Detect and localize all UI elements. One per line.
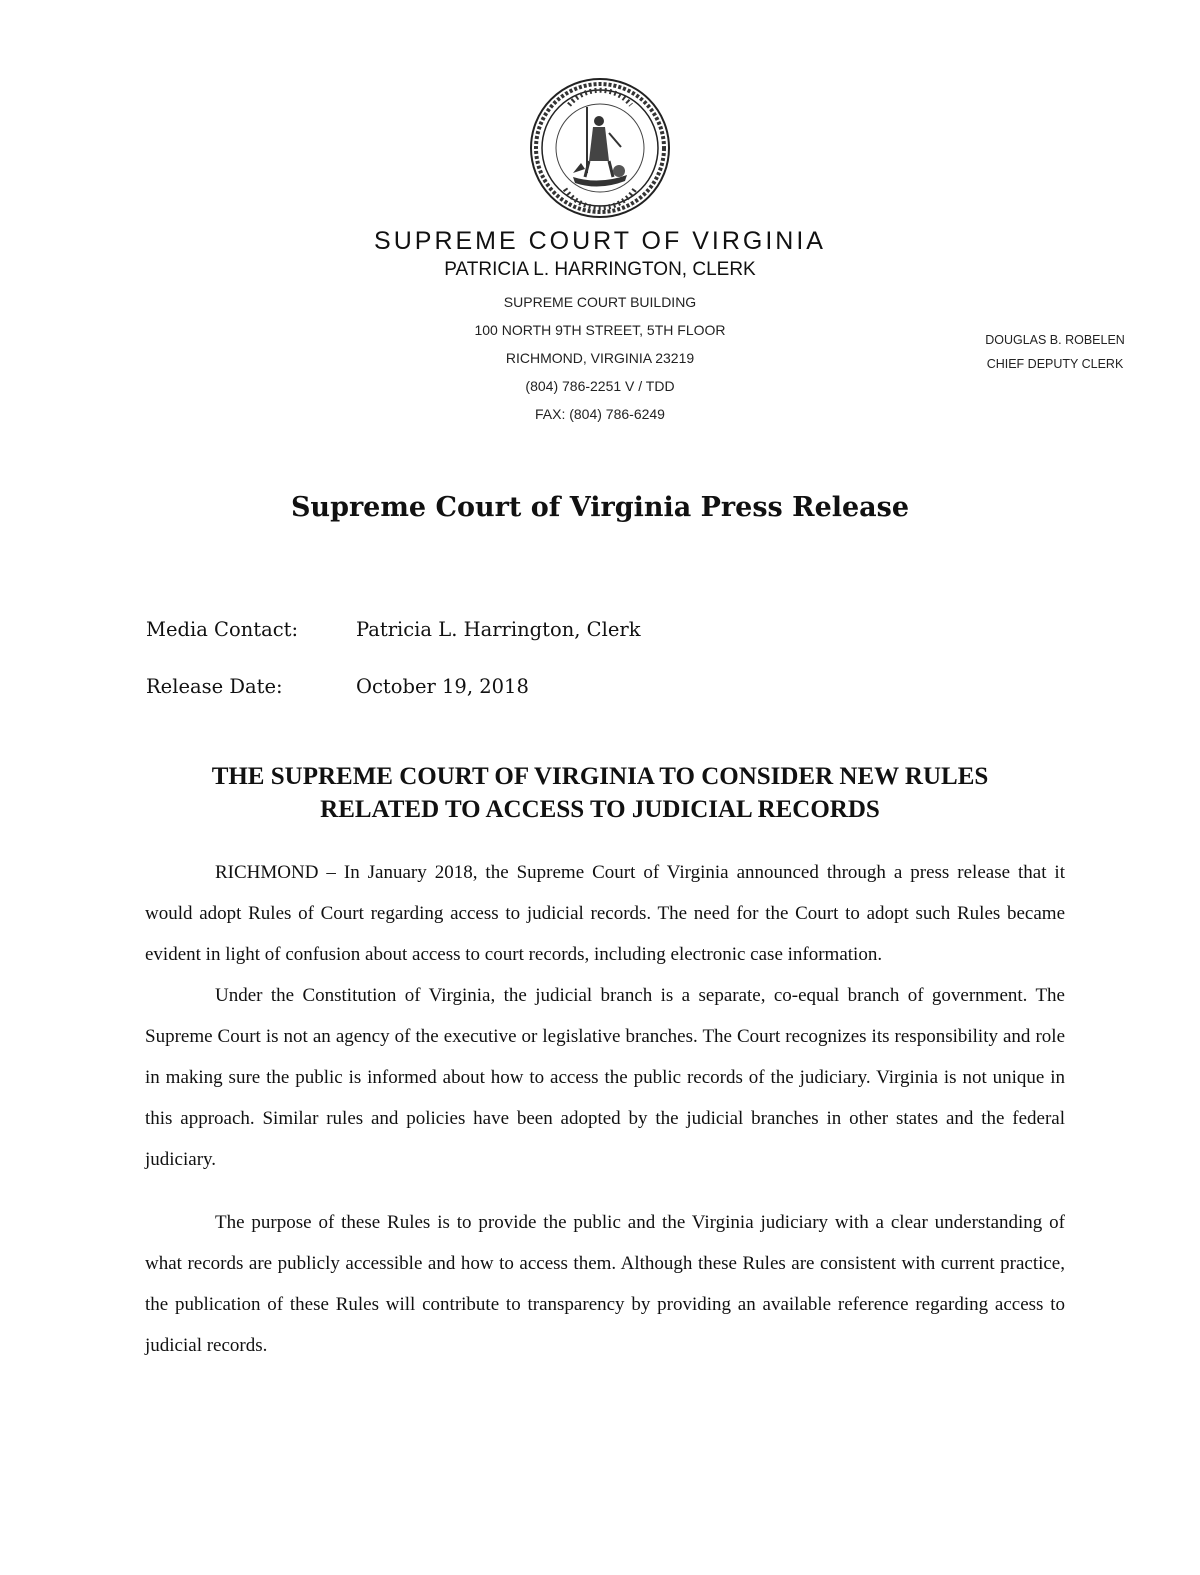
fax-line: FAX: (804) 786-6249 — [535, 406, 665, 422]
address-line: 100 NORTH 9TH STREET, 5TH FLOOR — [474, 322, 726, 338]
release-date-label: Release Date: — [146, 675, 283, 698]
body-text — [145, 852, 1065, 1366]
address-line: SUPREME COURT BUILDING — [503, 294, 697, 310]
headline-line-1: THE SUPREME COURT OF VIRGINIA TO CONSIDER NEW RULES — [211, 763, 989, 790]
release-date-value: October 19, 2018 — [356, 675, 529, 698]
phone-line: (804) 786-2251 V / TDD — [525, 378, 675, 394]
clerk-name: PATRICIA L. HARRINGTON, CLERK — [444, 259, 756, 280]
headline — [110, 760, 1090, 826]
media-contact-value: Patricia L. Harrington, Clerk — [356, 618, 641, 641]
address-line: RICHMOND, VIRGINIA 23219 — [505, 350, 695, 366]
virginia-state-seal-icon — [529, 77, 671, 219]
media-contact-label: Media Contact: — [146, 618, 299, 641]
court-name: SUPREME COURT OF VIRGINIA — [374, 227, 826, 255]
press-release-title: Supreme Court of Virginia Press Release — [290, 492, 910, 523]
headline-line-2: RELATED TO ACCESS TO JUDICIAL RECORDS — [320, 796, 880, 823]
paragraph: RICHMOND – In January 2018, the Supreme Court of Virginia announced through a press release that it would adopt Rules of Court regarding access to judicial records. The need for the Court to adopt such Rules became evident in light of confusion about access to court records, including electronic case information. — [145, 862, 1065, 965]
deputy-title: CHIEF DEPUTY CLERK — [986, 357, 1124, 371]
paragraph: The purpose of these Rules is to provide the public and the Virginia judiciary with a clear understanding of what records are publicly accessible and how to access them. Although these Rules are consistent with current practice, the publication of these Rules will contribute to transparency by providing an available reference regarding access to judicial records. — [145, 1212, 1065, 1356]
paragraph: Under the Constitution of Virginia, the judicial branch is a separate, co-equal branch of government. The Supreme Court is not an agency of the executive or legislative branches. The Court recognizes its responsibility and role in making sure the public is informed about how to access the public records of the judiciary. Virginia is not unique in this approach. Similar rules and policies have been adopted by the judicial branches in other states and the federal judiciary. — [145, 985, 1065, 1170]
letterhead — [300, 224, 900, 428]
deputy-name: DOUGLAS B. ROBELEN — [985, 333, 1125, 347]
deputy-clerk-block — [960, 328, 1150, 376]
